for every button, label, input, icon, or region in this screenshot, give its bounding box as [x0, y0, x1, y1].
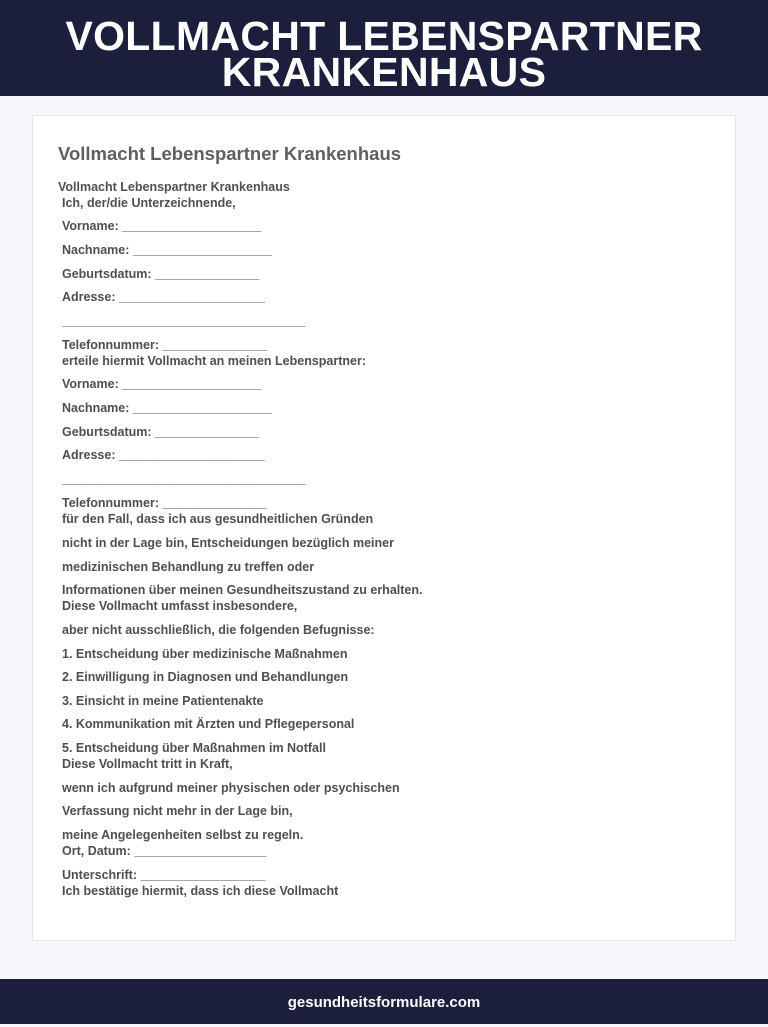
document-line: Vorname: ____________________: [62, 219, 262, 233]
document-line: 2. Einwilligung in Diagnosen und Behandlungen: [62, 670, 349, 684]
footer: [0, 979, 768, 1024]
document-line: ___________________________________: [62, 472, 306, 486]
footer-site-link[interactable]: gesundheitsformulare.com: [287, 994, 481, 1011]
document-line: Adresse: _____________________: [62, 448, 265, 462]
document-line: 1. Entscheidung über medizinische Maßnahmen: [62, 647, 348, 661]
document-line: Informationen über meinen Gesundheitszustand zu erhalten.: [62, 583, 423, 597]
document-line: Verfassung nicht mehr in der Lage bin,: [62, 804, 293, 818]
document-line: Telefonnummer: _______________: [62, 496, 267, 510]
document-line: medizinischen Behandlung zu treffen oder: [62, 560, 315, 574]
page-header: [0, 0, 768, 96]
document-card: [32, 115, 736, 941]
document-line: Adresse: _____________________: [62, 290, 265, 304]
document-line: Nachname: ____________________: [62, 243, 272, 257]
header-title-line-1: VOLLMACHT LEBENSPARTNER: [65, 13, 703, 59]
document-line: Telefonnummer: _______________: [62, 338, 267, 352]
header-title-line-2: KRANKENHAUS: [221, 49, 547, 95]
document-line: Diese Vollmacht umfasst insbesondere,: [62, 599, 298, 613]
document-line: für den Fall, dass ich aus gesundheitlichen Gründen: [62, 512, 374, 526]
document-line: 5. Entscheidung über Maßnahmen im Notfall: [62, 741, 326, 755]
document-line: wenn ich aufgrund meiner physischen oder psychischen: [62, 781, 400, 795]
document-line: Ich bestätige hiermit, dass ich diese Vollmacht: [62, 884, 339, 898]
document-line: Ich, der/die Unterzeichnende,: [62, 196, 236, 210]
document-line: Vorname: ____________________: [62, 377, 262, 391]
document-line: 3. Einsicht in meine Patientenakte: [62, 694, 264, 708]
document-line: Geburtsdatum: _______________: [62, 425, 260, 439]
document-line: Unterschrift: __________________: [62, 868, 266, 882]
document-line: Geburtsdatum: _______________: [62, 267, 260, 281]
document-line: Diese Vollmacht tritt in Kraft,: [62, 757, 233, 771]
document-line: 4. Kommunikation mit Ärzten und Pflegepersonal: [62, 717, 355, 731]
document-line: Ort, Datum: ___________________: [62, 844, 267, 858]
document-line: ___________________________________: [62, 314, 306, 328]
document-line: erteile hiermit Vollmacht an meinen Lebenspartner:: [62, 354, 367, 368]
document-line: meine Angelegenheiten selbst zu regeln.: [62, 828, 304, 842]
document-line: Vollmacht Lebenspartner Krankenhaus: [58, 180, 290, 194]
document-line: aber nicht ausschließlich, die folgenden Befugnisse:: [62, 623, 375, 637]
document-title: Vollmacht Lebenspartner Krankenhaus: [58, 143, 402, 164]
document-line: Nachname: ____________________: [62, 401, 272, 415]
document-line: nicht in der Lage bin, Entscheidungen bezüglich meiner: [62, 536, 394, 550]
